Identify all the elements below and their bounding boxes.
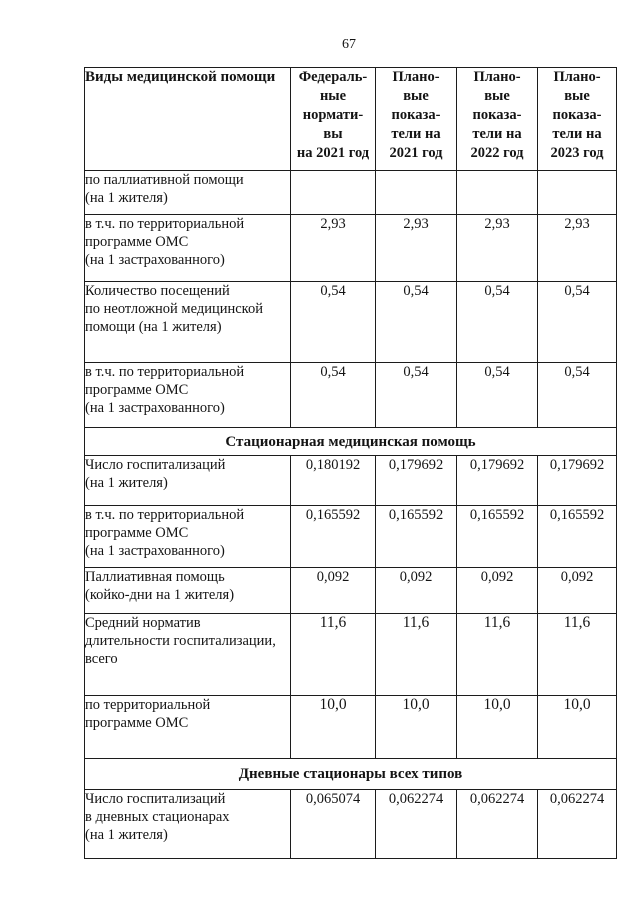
table-row [85,568,617,614]
value-plan-2022: 10,0 [457,696,538,759]
header-cell-federal-2021: Федераль- ные нормати- вы на 2021 год [291,68,376,171]
value-plan-2023: 0,54 [538,282,617,363]
table-row [85,215,617,282]
row-label: Количество посещений по неотложной медицинской помощи (на 1 жителя) [85,282,291,363]
value-plan-2021: 0,092 [376,568,457,614]
table-row [85,363,617,428]
row-label: по территориальной программе ОМС [85,696,291,759]
value-plan-2023: 0,062274 [538,790,617,859]
value-plan-2022: 0,54 [457,282,538,363]
row-label: Число госпитализаций в дневных стационарах (на 1 жителя) [85,790,291,859]
row-label: Средний норматив длительности госпитализации, всего [85,614,291,696]
section-heading-day-hospitals: Дневные стационары всех типов [85,759,617,790]
table-row [85,282,617,363]
header-cell-plan-2022: Плано- вые показа- тели на 2022 год [457,68,538,171]
value-federal-2021 [291,171,376,215]
value-plan-2022: 11,6 [457,614,538,696]
section-heading-inpatient: Стационарная медицинская помощь [85,428,617,456]
value-plan-2022 [457,171,538,215]
value-plan-2022: 0,165592 [457,506,538,568]
table-row [85,506,617,568]
value-plan-2021: 0,54 [376,282,457,363]
value-plan-2021: 0,54 [376,363,457,428]
value-plan-2022: 0,092 [457,568,538,614]
value-plan-2023: 10,0 [538,696,617,759]
value-plan-2023: 0,54 [538,363,617,428]
value-plan-2023: 2,93 [538,215,617,282]
table-row [85,696,617,759]
value-federal-2021: 11,6 [291,614,376,696]
table-header-row [85,68,617,171]
table-row [85,790,617,859]
value-federal-2021: 0,54 [291,282,376,363]
value-federal-2021: 2,93 [291,215,376,282]
header-cell-care-type: Виды медицинской помощи [85,68,291,171]
row-label: в т.ч. по территориальной программе ОМС (на 1 застрахованного) [85,506,291,568]
value-federal-2021: 0,092 [291,568,376,614]
value-plan-2023: 0,179692 [538,456,617,506]
value-plan-2021: 0,062274 [376,790,457,859]
value-plan-2023: 0,092 [538,568,617,614]
header-cell-plan-2021: Плано- вые показа- тели на 2021 год [376,68,457,171]
value-plan-2022: 2,93 [457,215,538,282]
value-plan-2022: 0,179692 [457,456,538,506]
table-row [85,614,617,696]
medical-care-table [84,67,617,859]
row-label: Число госпитализаций (на 1 жителя) [85,456,291,506]
value-plan-2021: 0,179692 [376,456,457,506]
row-label: в т.ч. по территориальной программе ОМС (на 1 застрахованного) [85,363,291,428]
section-row [85,428,617,456]
value-plan-2021: 0,165592 [376,506,457,568]
value-plan-2021: 10,0 [376,696,457,759]
value-federal-2021: 0,54 [291,363,376,428]
value-federal-2021: 0,065074 [291,790,376,859]
value-plan-2023 [538,171,617,215]
value-plan-2021: 11,6 [376,614,457,696]
header-cell-plan-2023: Плано- вые показа- тели на 2023 год [538,68,617,171]
value-plan-2021 [376,171,457,215]
table-row [85,456,617,506]
value-plan-2023: 0,165592 [538,506,617,568]
row-label: по паллиативной помощи (на 1 жителя) [85,171,291,215]
value-federal-2021: 10,0 [291,696,376,759]
value-plan-2021: 2,93 [376,215,457,282]
section-row [85,759,617,790]
value-plan-2022: 0,54 [457,363,538,428]
value-federal-2021: 0,180192 [291,456,376,506]
table-row [85,171,617,215]
row-label: Паллиативная помощь (койко-дни на 1 жителя) [85,568,291,614]
value-plan-2023: 11,6 [538,614,617,696]
value-plan-2022: 0,062274 [457,790,538,859]
page-number: 67 [342,37,356,52]
row-label: в т.ч. по территориальной программе ОМС (на 1 застрахованного) [85,215,291,282]
value-federal-2021: 0,165592 [291,506,376,568]
